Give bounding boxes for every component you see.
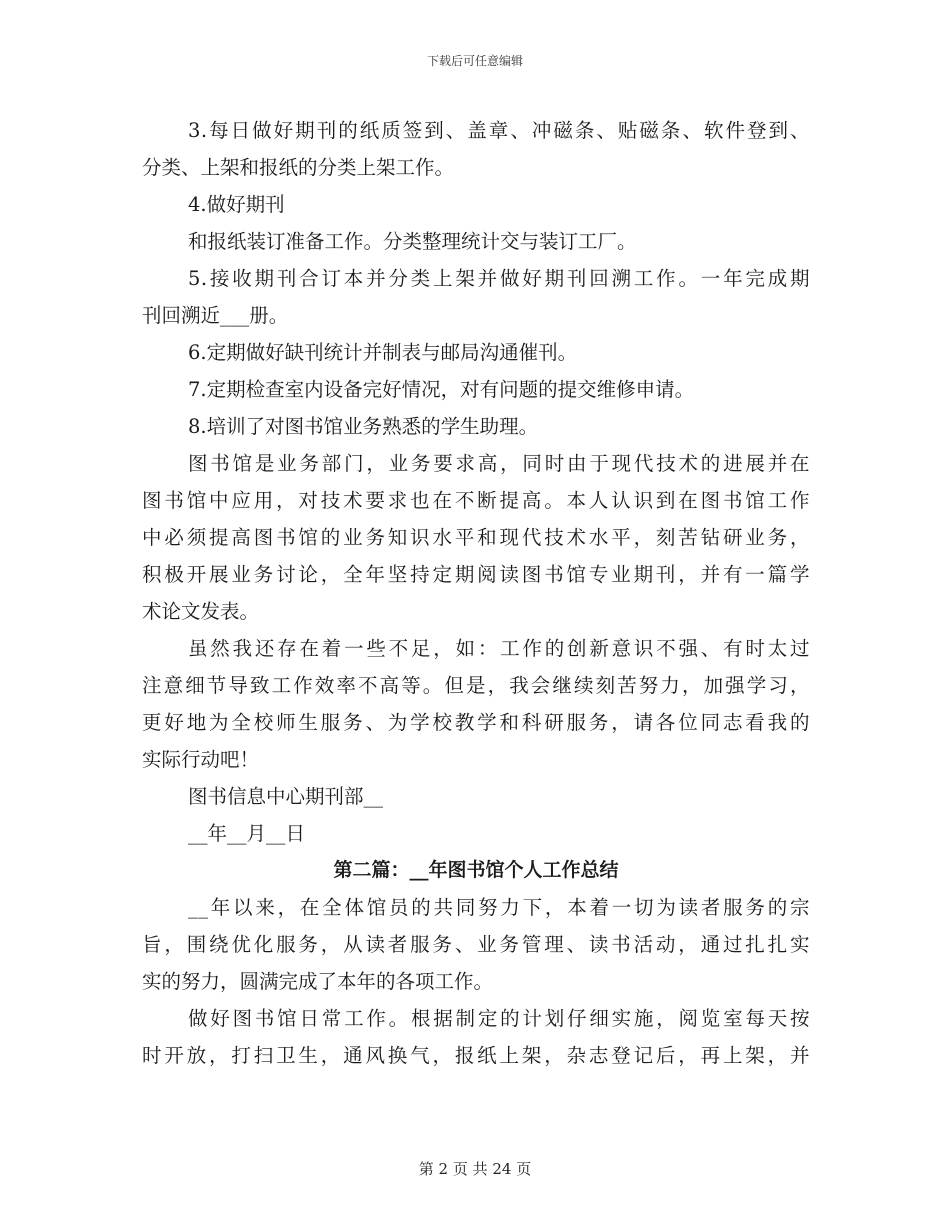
- text-line: 5.接收期刊合订本并分类上架并做好期刊回溯工作。一年完成期: [188, 267, 810, 290]
- text-line: 图书馆中应用，对技术要求也在不断提高。本人认识到在图书馆工作: [142, 489, 810, 512]
- text-line: __年__月__日: [188, 822, 306, 845]
- text-line: 6.定期做好缺刊统计并制表与邮局沟通催刊。: [188, 341, 578, 364]
- text-line: 7.定期检查室内设备完好情况，对有问题的提交维修申请。: [188, 378, 695, 401]
- text-line: __年以来，在全体馆员的共同努力下，本着一切为读者服务的宗: [188, 896, 810, 919]
- text-line: 术论文发表。: [142, 600, 260, 623]
- text-line: 4.做好期刊: [188, 193, 285, 216]
- text-line: 和报纸装订准备工作。分类整理统计交与装订工厂。: [188, 230, 637, 253]
- text-line: 图书馆是业务部门，业务要求高，同时由于现代技术的进展并在: [188, 452, 810, 475]
- text-line: 中必须提高图书馆的业务知识水平和现代技术水平，刻苦钻研业务，: [142, 526, 810, 549]
- page-header: 下载后可任意编辑: [426, 54, 523, 68]
- page-footer: 第 2 页 共 24 页: [418, 1160, 532, 1178]
- text-line: 时开放，打扫卫生，通风换气，报纸上架，杂志登记后，再上架，并: [142, 1044, 810, 1067]
- section-title: 第二篇：__年图书馆个人工作总结: [333, 859, 619, 881]
- text-line: 实际行动吧！: [142, 748, 260, 771]
- text-line: 做好图书馆日常工作。根据制定的计划仔细实施，阅览室每天按: [188, 1007, 810, 1030]
- text-line: 8.培训了对图书馆业务熟悉的学生助理。: [188, 415, 539, 438]
- text-line: 注意细节导致工作效率不高等。但是，我会继续刻苦努力，加强学习，: [142, 674, 810, 697]
- text-line: 刊回溯近___册。: [142, 304, 289, 327]
- text-line: 更好地为全校师生服务、为学校教学和科研服务，请各位同志看我的: [142, 711, 810, 734]
- text-line: 积极开展业务讨论，全年坚持定期阅读图书馆专业期刊，并有一篇学: [142, 563, 810, 586]
- text-line: 3.每日做好期刊的纸质签到、盖章、冲磁条、贴磁条、软件登到、: [188, 119, 810, 142]
- text-line: 旨，围绕优化服务，从读者服务、业务管理、读书活动，通过扎扎实: [142, 933, 810, 956]
- text-line: 图书信息中心期刊部__: [188, 785, 384, 808]
- text-line: 实的努力，圆满完成了本年的各项工作。: [142, 970, 494, 993]
- text-line: 分类、上架和报纸的分类上架工作。: [142, 156, 455, 179]
- document-body: [142, 112, 810, 1074]
- text-line: 虽然我还存在着一些不足，如：工作的创新意识不强、有时太过: [188, 637, 810, 660]
